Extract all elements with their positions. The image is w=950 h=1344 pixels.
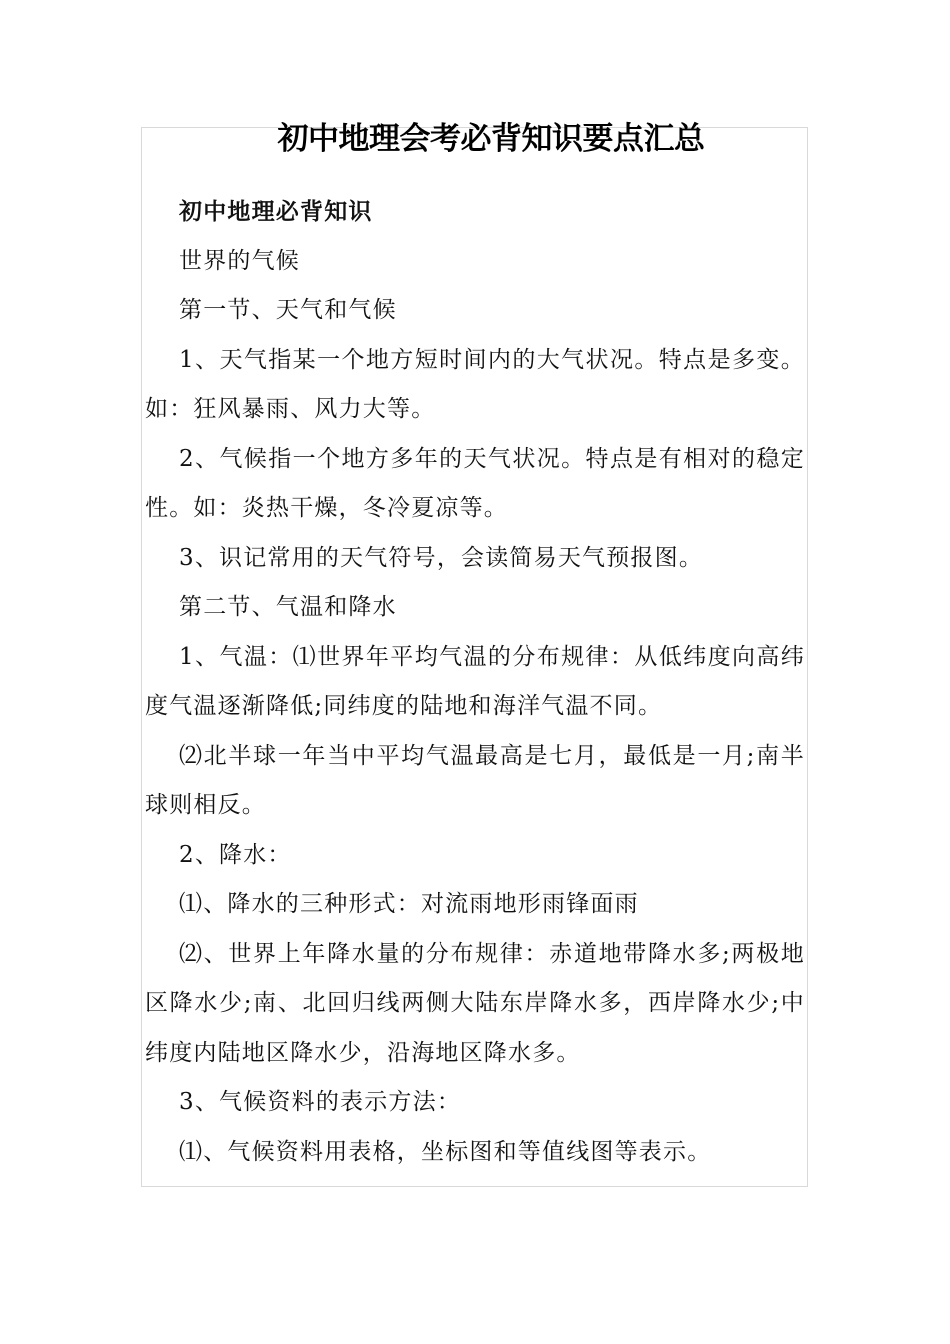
chapter-heading: 世界的气候 [179,247,300,274]
paragraph-temperature-1: 1、气温：⑴世界年平均气温的分布规律：从低纬度向高纬度气温逐渐降低;同纬度的陆地和海洋气温不同。 [145,643,805,719]
paragraph-precipitation-forms: ⑴、降水的三种形式：对流雨地形雨锋面雨 [179,891,639,917]
document-body [145,187,805,1177]
section-subtitle: 初中地理必背知识 [179,198,373,225]
section-heading-1: 第一节、天气和气候 [179,297,397,323]
paragraph-temperature-2: ⑵北半球一年当中平均气温最高是七月，最低是一月;南半球则相反。 [145,742,805,818]
paragraph-climate-data-methods: ⑴、气候资料用表格，坐标图和等值线图等表示。 [179,1138,712,1165]
paragraph-precipitation: 2、降水： [179,841,292,868]
paragraph-weather: 1、天气指某一个地方短时间内的大气状况。特点是多变。如：狂风暴雨、风力大等。 [145,346,805,422]
paragraph-climate-data: 3、气候资料的表示方法： [179,1089,462,1115]
paragraph-climate: 2、气候指一个地方多年的天气状况。特点是有相对的稳定性。如：炎热干燥，冬冷夏凉等。 [145,445,805,521]
document-title: 初中地理会考必背知识要点汇总 [277,121,705,157]
paragraph-precipitation-distribution: ⑵、世界上年降水量的分布规律：赤道地带降水多;两极地区降水少;南、北回归线两侧大陆东岸降水多，西岸降水少;中纬度内陆地区降水少，沿海地区降水多。 [145,940,805,1066]
paragraph-weather-symbols: 3、识记常用的天气符号，会读简易天气预报图。 [179,544,704,571]
section-heading-2: 第二节、气温和降水 [179,594,397,620]
